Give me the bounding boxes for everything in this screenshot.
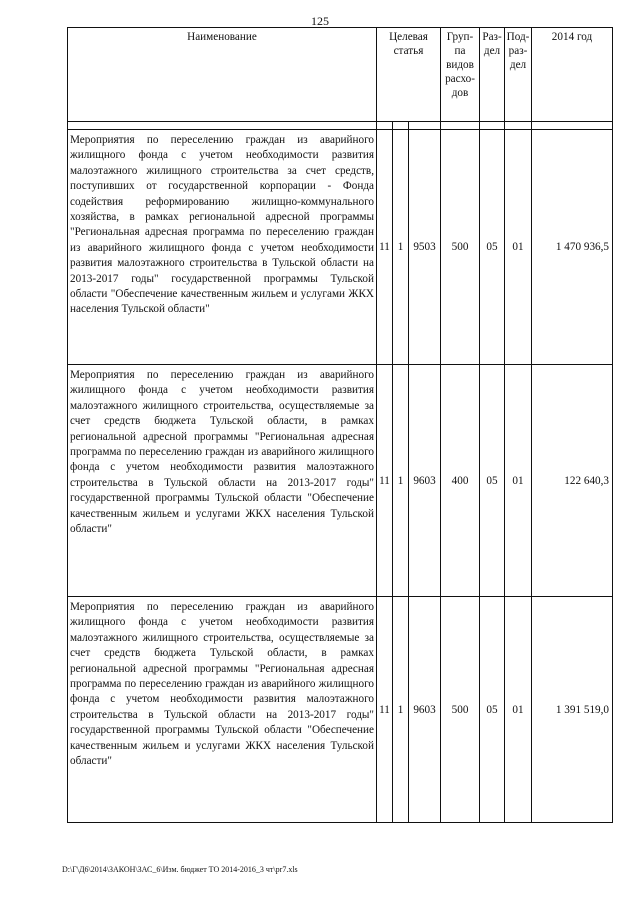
row-code-3: 9603 [409,365,441,597]
row-name: Мероприятия по переселению граждан из аварийного жилищного фонда с учетом необходимости развития малоэтажного жилищного строительства, осуществляемые за счет средств бюджета Тульской области, в рамках региональной адресной программы "Региональная адресная программа по переселению граждан из аварийного жилищного фонда с учетом необходимости развития малоэтажного строительства в Тульской области на 2013-2017 годы" государственной программы Тульской области "Обеспечение качественным жильем и услугами ЖКХ населения Тульской области" [68,597,377,823]
budget-table [67,27,613,823]
row-expense-group: 400 [441,365,480,597]
row-section: 05 [480,130,505,365]
footer-file-path: D:\Г\Д6\2014\ЗАКОН\ЗАС_6\Изм. бюджет ТО 2014-2016_3 чт\pr7.xls [62,865,298,874]
header-year: 2014 год [532,28,613,122]
header-subsection: Под-раз-дел [505,28,532,122]
row-code-2: 1 [393,365,409,597]
row-name: Мероприятия по переселению граждан из аварийного жилищного фонда с учетом необходимости развития малоэтажного жилищного строительства за счет средств, поступивших от государственной корпорации - Фонда содействия реформированию жилищно-коммунального хозяйства, в рамках региональной адресной программы "Региональная адресная программа по переселению граждан из аварийного жилищного фонда с учетом необходимости развития малоэтажного строительства в Тульской области на 2013-2017 годы" государственной программы Тульской области "Обеспечение качественным жильем и услугами ЖКХ населения Тульской области" [68,130,377,365]
page-number: 125 [311,14,329,28]
header-section: Раз-дел [480,28,505,122]
header-target-article: Целевая статья [377,28,441,122]
row-section: 05 [480,365,505,597]
table-row [68,597,613,823]
row-amount: 122 640,3 [532,365,613,597]
row-subsection: 01 [505,365,532,597]
row-code-2: 1 [393,597,409,823]
table-row [68,130,613,365]
row-expense-group: 500 [441,597,480,823]
row-code-3: 9603 [409,597,441,823]
row-code-1: 11 [377,365,393,597]
row-section: 05 [480,597,505,823]
header-name: Наименование [68,28,377,122]
row-code-1: 11 [377,597,393,823]
row-amount: 1 470 936,5 [532,130,613,365]
row-subsection: 01 [505,597,532,823]
table-row [68,365,613,597]
row-amount: 1 391 519,0 [532,597,613,823]
row-subsection: 01 [505,130,532,365]
header-expense-group: Груп-па видов расхо-дов [441,28,480,122]
row-code-3: 9503 [409,130,441,365]
row-expense-group: 500 [441,130,480,365]
row-code-1: 11 [377,130,393,365]
row-name: Мероприятия по переселению граждан из аварийного жилищного фонда с учетом необходимости развития малоэтажного жилищного строительства, осуществляемые за счет средств бюджета Тульской области, в рамках региональной адресной программы "Региональная адресная программа по переселению граждан из аварийного жилищного фонда с учетом необходимости развития малоэтажного строительства в Тульской области на 2013-2017 годы" государственной программы Тульской области "Обеспечение качественным жильем и услугами ЖКХ населения Тульской области" [68,365,377,597]
table-header-row [68,28,613,122]
row-code-2: 1 [393,130,409,365]
